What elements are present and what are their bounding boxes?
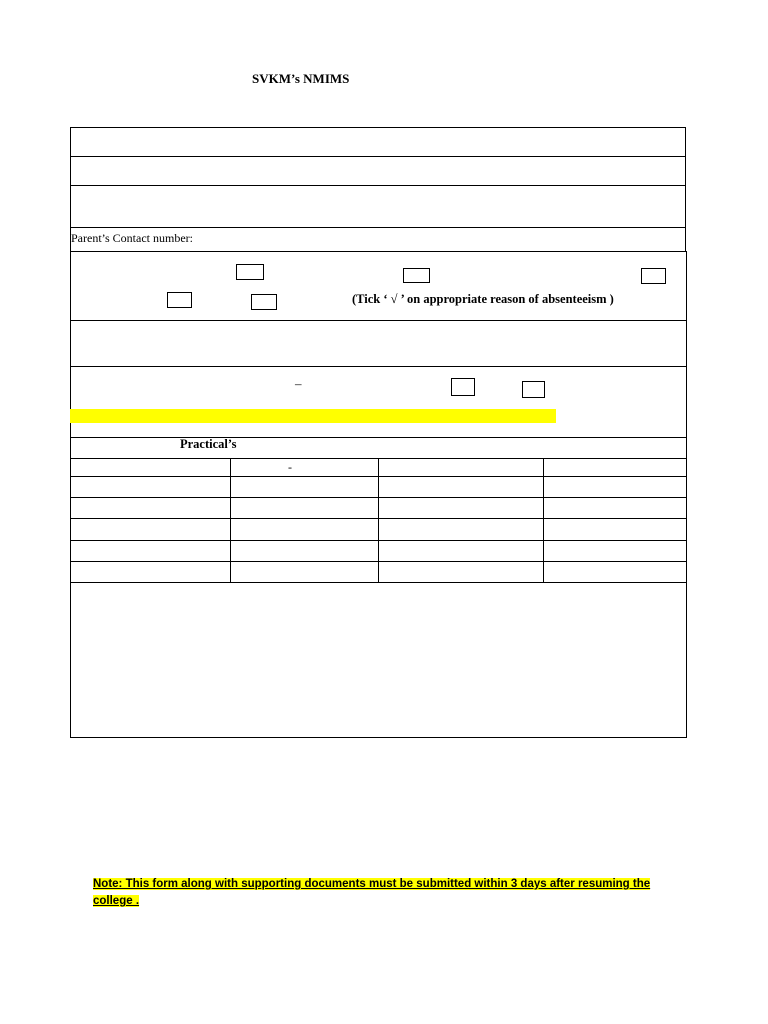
- practicals-block: [70, 437, 687, 459]
- details-block: [70, 320, 687, 367]
- table-header-mark: -: [288, 460, 292, 474]
- remarks-block: [70, 582, 687, 738]
- table-col-divider: [378, 458, 379, 583]
- parent-contact-label: Parent’s Contact number:: [71, 231, 193, 245]
- reason-checkbox[interactable]: [641, 268, 666, 284]
- tick-instruction: (Tick ‘ √ ’ on appropriate reason of absenteeism ): [352, 292, 614, 306]
- reason-checkbox[interactable]: [251, 294, 277, 310]
- period-block: [70, 366, 687, 438]
- table-col-divider: [543, 458, 544, 583]
- institution-title: SVKM’s NMIMS: [252, 71, 350, 86]
- reason-checkbox[interactable]: [403, 268, 430, 283]
- table-col-divider: [230, 458, 231, 583]
- reason-checkbox[interactable]: [167, 292, 192, 308]
- divider: [70, 227, 685, 228]
- reason-checkbox[interactable]: [236, 264, 264, 280]
- highlight-bar: [70, 409, 556, 423]
- dash-mark: –: [295, 376, 302, 391]
- divider: [70, 185, 685, 186]
- period-checkbox[interactable]: [522, 381, 545, 398]
- submission-note: [93, 876, 653, 910]
- submission-note-text: Note: This form along with supporting documents must be submitted within 3 days after resuming the college .: [93, 878, 651, 907]
- divider: [70, 156, 685, 157]
- practicals-label: Practical’s: [180, 437, 237, 451]
- period-checkbox[interactable]: [451, 378, 475, 396]
- absence-reason-block: [70, 251, 687, 321]
